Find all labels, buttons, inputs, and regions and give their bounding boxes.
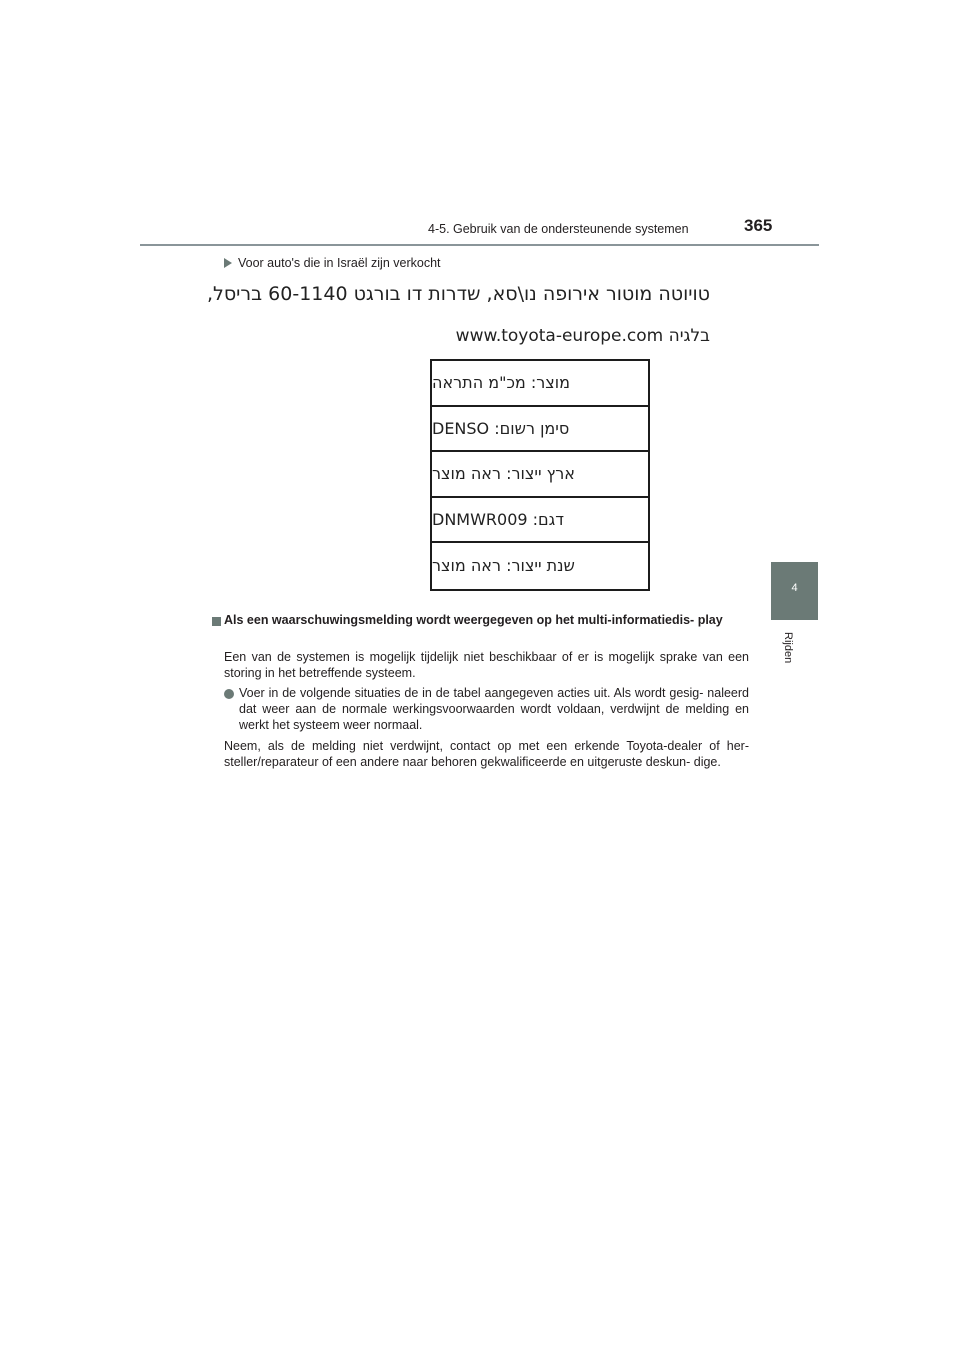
country-bullet-text: Voor auto's die in Israël zijn verkocht [238,256,441,270]
label-row-year: שנת ייצור: ראה מוצר [432,556,575,576]
label-row-brand: סימן רשום: DENSO [432,407,648,453]
israel-importer-address: טויוטה מוטור אירופה נו\סא, שדרות דו בורגט 60-1140 בריסל, [207,283,710,305]
israel-importer-country-web: בלגיה www.toyota-europe.com [455,326,710,346]
label-row-model: דגם: DNMWR009 [432,498,648,544]
header-section-title: 4-5. Gebruik van de ondersteunende systemen [428,222,689,236]
chapter-tab-number: 4 [791,582,798,594]
label-row-country: ארץ ייצור: ראה מוצר [432,452,648,498]
section-paragraph-1: Een van de systemen is mogelijk tijdelijk niet beschikbaar of er is mogelijk sprake van een storing in het betreffende systeem. [224,650,749,680]
triangle-bullet-icon [224,258,232,268]
section-paragraph-2: Neem, als de melding niet verdwijnt, contact op met een erkende Toyota-dealer of her- steller/reparateur of een andere naar behoren gekwalificeerde en uitgeruste deskun- dige. [224,739,749,769]
label-row-product: מוצר: מכ"מ התראה [432,361,648,407]
square-bullet-icon [212,617,221,626]
chapter-tab-label: Rijden [782,632,794,664]
circle-bullet-icon [224,689,234,699]
page-number: 365 [744,216,773,235]
country-bullet [224,256,441,270]
israel-label-table [430,359,650,591]
header-divider [140,244,819,246]
section-bullet-text: Voer in de volgende situaties de in de tabel aangegeven acties uit. Als wordt gesig- naleerd dat weer aan de normale werkingsvoorwaarden wordt voldaan, verdwijnt de melding en werkt het systeem weer normaal. [239,686,749,732]
chapter-tab [771,562,818,620]
section-heading: Als een waarschuwingsmelding wordt weergegeven op het multi-informatiedis- play [224,613,723,627]
